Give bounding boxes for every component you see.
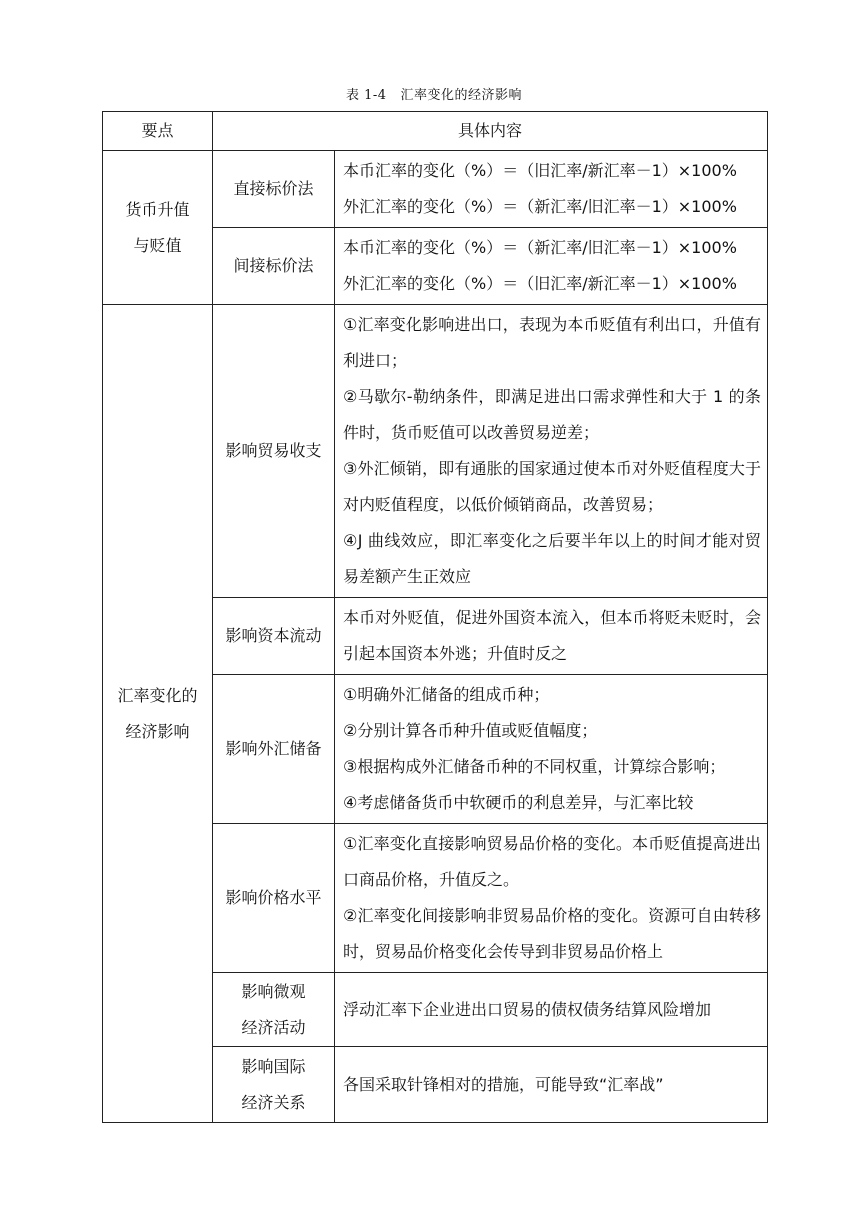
exchange-rate-table (102, 111, 768, 1123)
micro-content: 浮动汇率下企业进出口贸易的债权债务结算风险增加 (335, 973, 768, 1047)
table-header-row (103, 112, 768, 151)
trade-content: ①汇率变化影响进出口，表现为本币贬值有利出口，升值有利进口； ②马歇尔-勒纳条件，即满足进出口需求弹性和大于 1 的条件时，货币贬值可以改善贸易逆差； ③外汇倾销，即有通胀的国家通过使本币对外贬值程度大于对内贬值程度，以低价倾销商品，改善贸易； ④J 曲线效应，即汇率变化之后要半年以上的时间才能对贸易差额产生正效应 (335, 305, 768, 598)
table-number: 表 1-4 (345, 88, 387, 103)
direct-formulas: 本币汇率的变化（%）＝（旧汇率/新汇率－1）×100% 外汇汇率的变化（%）＝（新汇率/旧汇率－1）×100% (335, 151, 768, 228)
sub-label-trade: 影响贸易收支 (213, 305, 335, 598)
table-title: 汇率变化的经济影响 (400, 88, 523, 103)
sub-label-indirect: 间接标价法 (213, 228, 335, 305)
sub-label-capital: 影响资本流动 (213, 598, 335, 675)
indirect-formulas: 本币汇率的变化（%）＝（新汇率/旧汇率－1）×100% 外汇汇率的变化（%）＝（旧汇率/新汇率－1）×100% (335, 228, 768, 305)
price-content: ①汇率变化直接影响贸易品价格的变化。本币贬值提高进出口商品价格，升值反之。 ②汇率变化间接影响非贸易品价格的变化。资源可自由转移时，贸易品价格变化会传导到非贸易品价格上 (335, 824, 768, 973)
table-row (103, 151, 768, 228)
row-label-economic: 汇率变化的 经济影响 (103, 305, 213, 1123)
header-content: 具体内容 (213, 112, 768, 151)
sub-label-direct: 直接标价法 (213, 151, 335, 228)
sub-label-price: 影响价格水平 (213, 824, 335, 973)
sub-label-micro: 影响微观 经济活动 (213, 973, 335, 1047)
header-key-point: 要点 (103, 112, 213, 151)
sub-label-intl: 影响国际 经济关系 (213, 1047, 335, 1123)
capital-content: 本币对外贬值，促进外国资本流入，但本币将贬未贬时，会引起本国资本外逃；升值时反之 (335, 598, 768, 675)
row-label-currency: 货币升值 与贬值 (103, 151, 213, 305)
table-row (103, 305, 768, 598)
intl-content: 各国采取针锋相对的措施，可能导致“汇率战” (335, 1047, 768, 1123)
sub-label-reserve: 影响外汇储备 (213, 675, 335, 824)
reserve-content: ①明确外汇储备的组成币种； ②分别计算各币种升值或贬值幅度； ③根据构成外汇储备币种的不同权重，计算综合影响； ④考虑储备货币中软硬币的利息差异，与汇率比较 (335, 675, 768, 824)
table-caption (0, 84, 868, 103)
